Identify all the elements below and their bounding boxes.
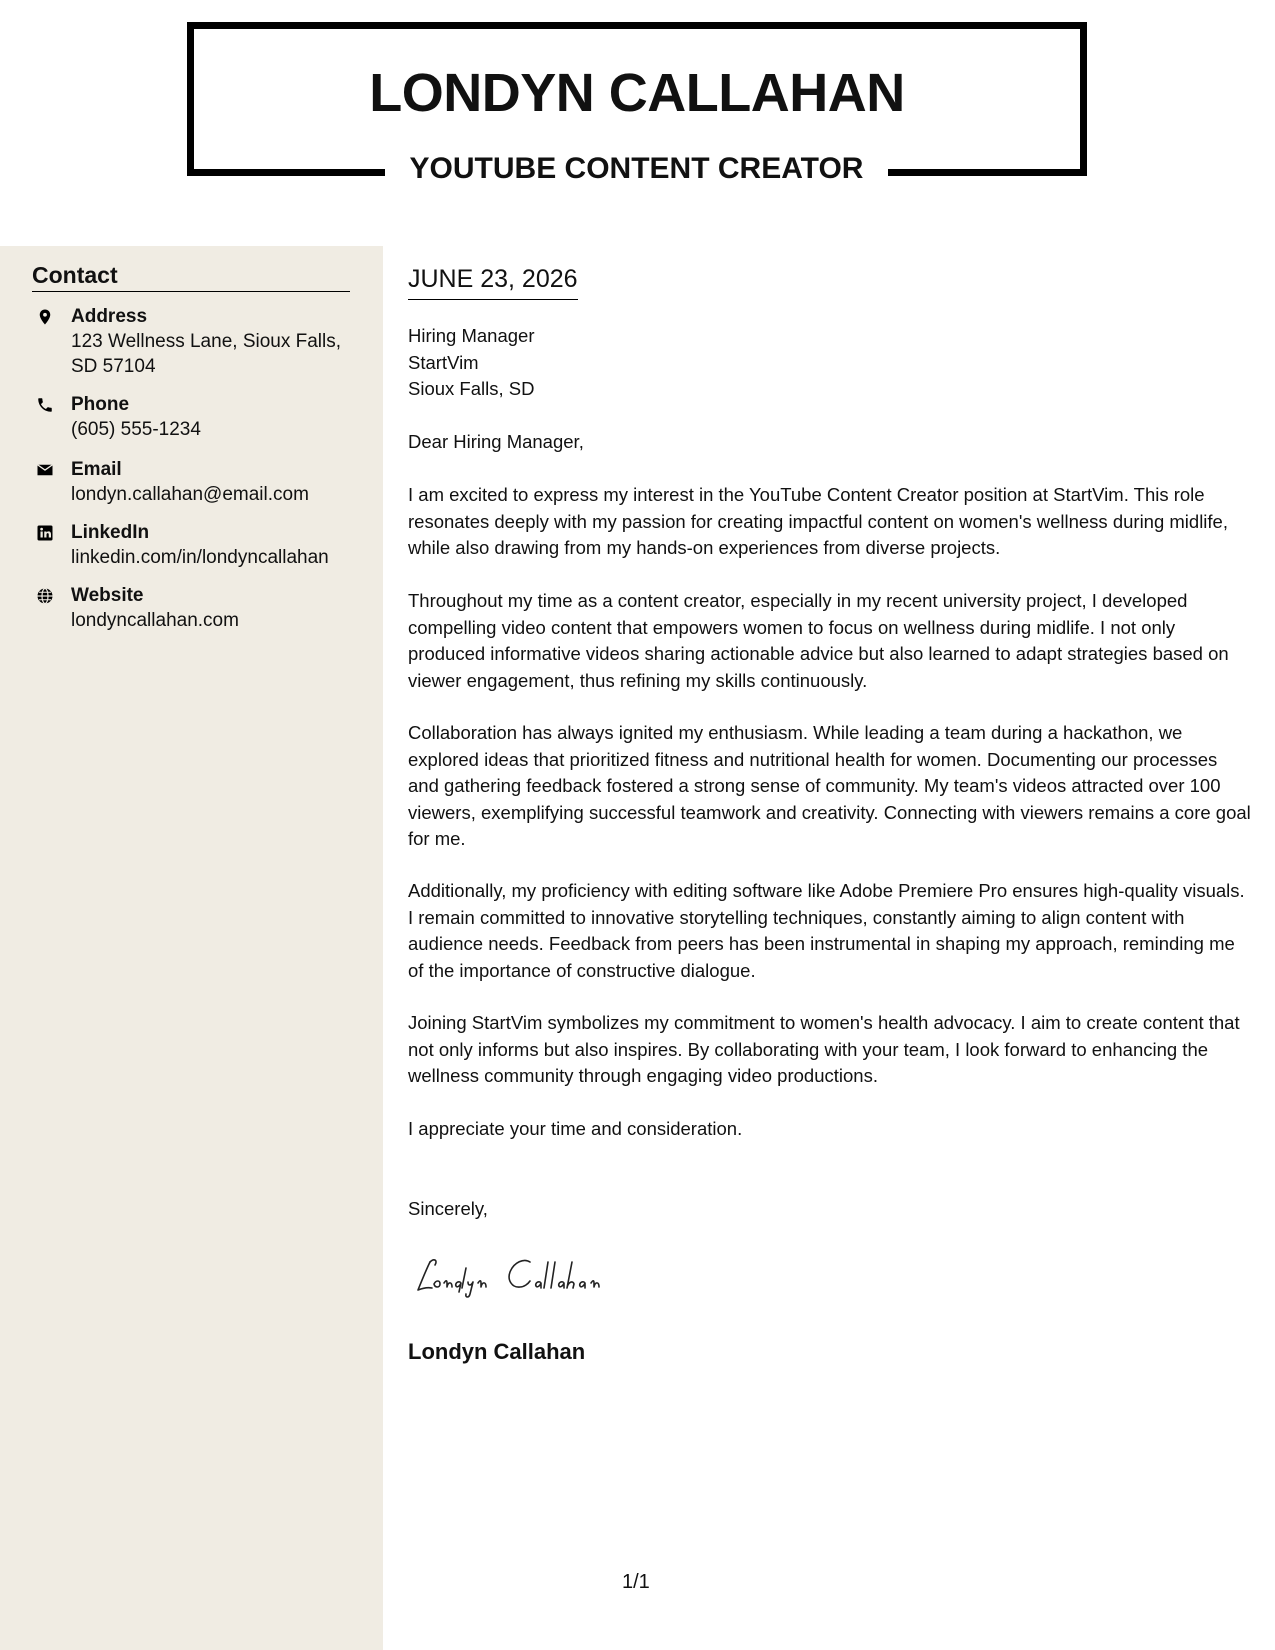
contact-value: (605) 555-1234: [71, 419, 201, 440]
handwritten-signature: [408, 1248, 668, 1304]
contact-heading: Contact: [32, 262, 350, 292]
body-paragraph: Joining StartVim symbolizes my commitment to women's health advocacy. I aim to create content that not only informs but also inspires. By collaborating with your team, I look forward to enhancing the wellness community through engaging video productions.: [408, 1012, 1240, 1086]
sidebar: [0, 246, 383, 1650]
contact-label: Website: [71, 585, 144, 606]
body-paragraph: Collaboration has always ignited my enthusiasm. While leading a team during a hackathon, we explored ideas that prioritized fitness and nutritional health for women. Documenting our processes and gathering feedback fostered a strong sense of community. My team's videos attracted over 100 viewers, exemplifying successful teamwork and creativity. Connecting with viewers remains a core goal for me.: [408, 722, 1251, 849]
header-frame-bottom-right: [888, 169, 1087, 176]
sign-off: Sincerely,: [408, 1198, 488, 1219]
header-frame-bottom-left: [187, 169, 385, 176]
contact-label: Address: [71, 306, 148, 327]
candidate-name: LONDYN CALLAHAN: [369, 63, 905, 123]
globe-icon: [36, 587, 54, 605]
salutation: Dear Hiring Manager,: [408, 431, 584, 452]
page-number: 1/1: [622, 1571, 650, 1593]
job-title: YOUTUBE CONTENT CREATOR: [409, 152, 864, 185]
location-pin-icon: [36, 308, 54, 326]
contact-label: LinkedIn: [71, 522, 150, 543]
contact-value: linkedin.com/in/londyncallahan: [71, 547, 329, 568]
contact-label: Email: [71, 459, 122, 480]
phone-icon: [36, 396, 54, 414]
recipient-line: Hiring Manager: [408, 325, 535, 346]
body-paragraph: I am excited to express my interest in the YouTube Content Creator position at StartVim. This role resonates deeply with my passion for creating impactful content on women's wellness during midlife, while also drawing from my hands-on experiences from diverse projects.: [408, 484, 1228, 558]
contact-label: Phone: [71, 394, 130, 415]
letter-date: JUNE 23, 2026: [408, 265, 578, 300]
linkedin-icon: [36, 524, 54, 542]
signed-name: Londyn Callahan: [408, 1339, 586, 1364]
recipient-line: StartVim: [408, 351, 479, 373]
contact-value: londyn.callahan@email.com: [71, 484, 309, 505]
envelope-icon: [36, 461, 54, 479]
contact-value: londyncallahan.com: [71, 610, 239, 631]
recipient-block: [408, 323, 534, 403]
contact-value: 123 Wellness Lane, Sioux Falls, SD 57104: [71, 331, 342, 377]
body-paragraph: Additionally, my proficiency with editing software like Adobe Premiere Pro ensures high-quality visuals. I remain committed to innovative storytelling techniques, constantly aiming to align content with audience needs. Feedback from peers has been instrumental in shaping my approach, reminding me of the importance of constructive dialogue.: [408, 880, 1245, 981]
recipient-line: Sioux Falls, SD: [408, 378, 535, 399]
closing-note: I appreciate your time and consideration.: [408, 1118, 743, 1139]
body-paragraph: Throughout my time as a content creator, especially in my recent university project, I developed compelling video content that empowers women to focus on wellness during midlife. I not only produced informative videos sharing actionable advice but also learned to adapt strategies based on viewer engagement, thus refining my skills continuously.: [408, 590, 1229, 691]
